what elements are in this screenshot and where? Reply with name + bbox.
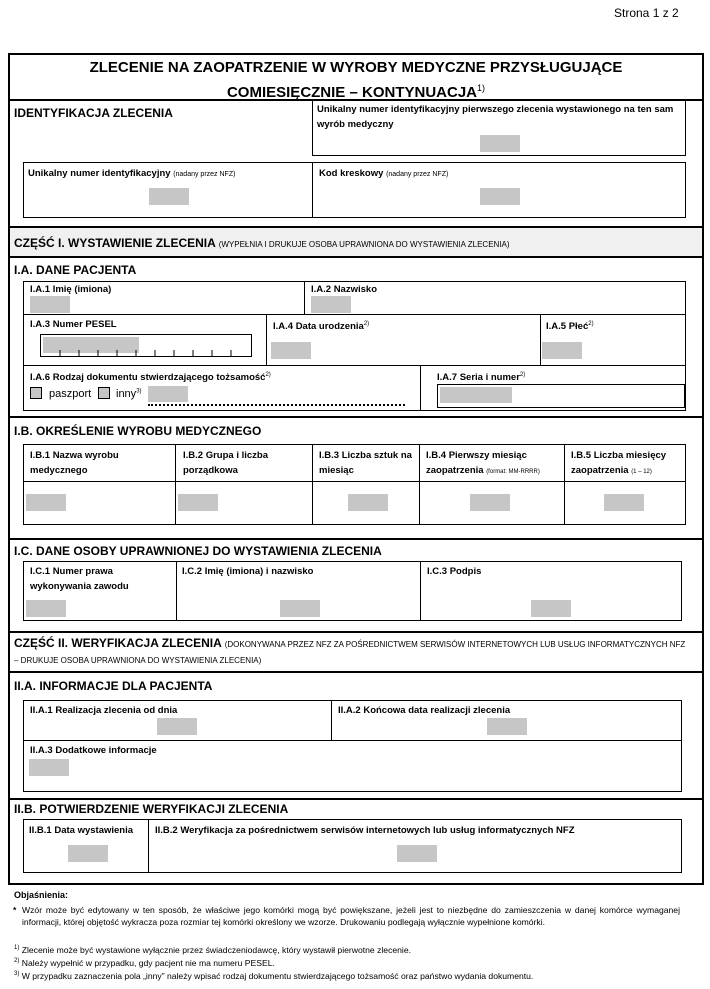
doc-number-cell: I.A.7 Seria i numer$^{2)}$ <box>420 365 686 411</box>
issuer-signature-value[interactable] <box>531 600 571 617</box>
device-first-month-value[interactable] <box>470 494 510 511</box>
other-doc-dotted-line <box>148 404 405 406</box>
first-name-cell <box>23 281 305 315</box>
extra-info-value[interactable] <box>29 759 69 776</box>
issue-date-value[interactable] <box>68 845 108 862</box>
issuer-license-value[interactable] <box>26 600 66 617</box>
note-2: $^{2)}$ Należy wypełnić w przypadku, gdy pacjent nie ma numeru PESEL. <box>14 957 275 968</box>
doc-type-label: I.A.6 Rodzaj dokumentu stwierdzającego tożsamość <box>30 372 266 384</box>
device-group-value[interactable] <box>178 494 218 511</box>
divider <box>8 256 704 258</box>
first-order-cell <box>312 100 686 156</box>
part2-heading: CZĘŚĆ II. WERYFIKACJA ZLECENIA (DOKONYWANA PRZEZ NFZ ZA POŚREDNICTWEM SERWISÓW INTERNETOWYCH LUB USŁUG INFORMATYCZNYCH NFZ <box>14 636 686 650</box>
pesel-label: I.A.3 Numer PESEL <box>30 319 117 330</box>
part2-note-line2: – DRUKUJE OSOBA UPRAWNIONA DO WYSTAWIENIA ZLECENIA) <box>14 656 262 665</box>
issue-date-label: II.B.1 Data wystawienia <box>29 825 134 836</box>
barcode-value[interactable] <box>480 188 520 205</box>
unique-id-note: (nadany przez NFZ) <box>173 171 236 178</box>
divider <box>8 798 704 800</box>
other-doc-checkbox[interactable] <box>98 387 110 399</box>
device-first-month-label: I.B.4 Pierwszy miesiąc zaopatrzenia <box>426 450 527 476</box>
page-number: Strona 1 z 2 <box>614 6 679 20</box>
first-order-label: Unikalny numer identyfikacyjny pierwszego zlecenia wystawionego na ten sam wyrób medyczny <box>317 104 674 130</box>
unique-id-value[interactable] <box>149 188 189 205</box>
divider <box>8 631 704 633</box>
first-name-value[interactable] <box>30 296 70 313</box>
first-name-label: I.A.1 Imię (imiona) <box>30 284 112 295</box>
other-doc-value[interactable] <box>148 386 188 402</box>
verified-label: II.B.2 Weryfikacja za pośrednictwem serwisów internetowych lub usług informatycznych NFZ <box>155 825 575 836</box>
start-date-value[interactable] <box>157 718 197 735</box>
doc-number-input[interactable] <box>437 384 685 408</box>
issuer-name-label: I.C.2 Imię (imiona) i nazwisko <box>182 566 314 577</box>
end-date-value[interactable] <box>487 718 527 735</box>
title-footnote: 1) <box>477 83 486 93</box>
pesel-cell <box>23 314 267 366</box>
doc-number-label: I.A.7 Seria i numer <box>437 372 520 384</box>
issuer-license-label: I.C.1 Numer prawa wykonywania zawodu <box>30 566 129 592</box>
birth-date-label: I.A.4 Data urodzenia <box>273 321 364 333</box>
issuer-heading: I.C. DANE OSOBY UPRAWNIONEJ DO WYSTAWIENIA ZLECENIA <box>14 544 382 558</box>
part1-note: (WYPEŁNIA I DRUKUJE OSOBA UPRAWNIONA DO WYSTAWIENIA ZLECENIA) <box>218 240 510 249</box>
verified-value[interactable] <box>397 845 437 862</box>
part2-note-line1: (DOKONYWANA PRZEZ NFZ ZA POŚREDNICTWEM SERWISÓW INTERNETOWYCH LUB USŁUG INFORMATYCZNYCH NFZ <box>224 640 686 649</box>
issuer-name-value[interactable] <box>280 600 320 617</box>
note-1: $^{1)}$ Zlecenie może być wystawione wyłącznie przez świadczeniodawcę, który wystawił pierwotne zlecenie. <box>14 944 412 955</box>
end-date-label: II.A.2 Końcowa data realizacji zlecenia <box>338 705 511 716</box>
form-title-line2: COMIESIĘCZNIE – KONTYNUACJA <box>226 84 477 101</box>
last-name-value[interactable] <box>311 296 351 313</box>
doc-type-cell: I.A.6 Rodzaj dokumentu stwierdzającego tożsamość$^{2)}$ paszport inny$^{3)}$ <box>23 365 421 411</box>
barcode-cell <box>312 162 686 218</box>
form-title <box>10 57 702 103</box>
birth-date-cell: I.A.4 Data urodzenia$^{2)}$ <box>266 314 541 366</box>
device-group-label: I.B.2 Grupa i liczba porządkowa <box>183 450 268 476</box>
passport-label: paszport <box>49 388 92 400</box>
device-months-value[interactable] <box>604 494 644 511</box>
patient-heading: I.A. DANE PACJENTA <box>14 263 137 277</box>
pesel-digit-ticks <box>41 335 251 356</box>
device-name-label: I.B.1 Nazwa wyrobu medycznego <box>30 450 119 476</box>
issuer-signature-label: I.C.3 Podpis <box>427 566 482 577</box>
last-name-label: I.A.2 Nazwisko <box>311 284 377 295</box>
start-date-label: II.A.1 Realizacja zlecenia od dnia <box>30 705 178 716</box>
form-title-line1: ZLECENIE NA ZAOPATRZENIE W WYROBY MEDYCZNE PRZYSŁUGUJĄCE <box>89 59 623 76</box>
extra-info-label: II.A.3 Dodatkowe informacje <box>30 745 157 756</box>
last-name-cell <box>304 281 686 315</box>
divider <box>8 416 704 418</box>
pesel-input[interactable] <box>40 334 252 357</box>
note-star-mark: * <box>13 905 17 915</box>
sex-label: I.A.5 Płeć <box>546 321 589 333</box>
passport-checkbox[interactable] <box>30 387 42 399</box>
sex-value[interactable] <box>542 342 582 359</box>
sex-cell: I.A.5 Płeć$^{2)}$ <box>540 314 686 366</box>
device-heading: I.B. OKREŚLENIE WYROBU MEDYCZNEGO <box>14 424 262 438</box>
barcode-label: Kod kreskowy <box>319 168 384 179</box>
note-star: Wzór może być edytowany w ten sposób, że właściwe jego komórki mogą być powiększane, jeżeli jest to niezbędne do zamieszczenia w danej komórce wymaganej informacji, której objętość wykracza poza rozmiar tej komórki określony we wzorze. Drukowaniu podlegają wyłącznie wypełnione komórki. <box>22 905 680 927</box>
divider <box>8 538 704 540</box>
unique-id-label: Unikalny numer identyfikacyjny <box>28 168 171 179</box>
device-months-label: I.B.5 Liczba miesięcy zaopatrzenia <box>571 450 667 476</box>
other-doc-label: inny <box>116 388 137 400</box>
first-order-value[interactable] <box>480 135 520 152</box>
device-qty-label: I.B.3 Liczba sztuk na miesiąc <box>319 450 412 476</box>
divider <box>8 671 704 673</box>
unique-id-cell <box>23 162 313 218</box>
barcode-note: (nadany przez NFZ) <box>386 171 449 178</box>
device-qty-value[interactable] <box>348 494 388 511</box>
notes-heading: Objaśnienia: <box>14 890 69 900</box>
verification-heading: II.B. POTWIERDZENIE WERYFIKACJI ZLECENIA <box>14 802 289 816</box>
patient-info-heading: II.A. INFORMACJE DLA PACJENTA <box>14 679 213 693</box>
identification-heading: IDENTYFIKACJA ZLECENIA <box>14 106 173 120</box>
birth-date-value[interactable] <box>271 342 311 359</box>
note-3: $^{3)}$ W przypadku zaznaczenia pola „inny” należy wpisać rodzaj dokumentu stwierdzającego tożsamość oraz państwo wydania dokumentu. <box>14 970 534 981</box>
part1-heading: CZĘŚĆ I. WYSTAWIENIE ZLECENIA (WYPEŁNIA I DRUKUJE OSOBA UPRAWNIONA DO WYSTAWIENIA ZLECENIA) <box>14 236 510 250</box>
device-name-value[interactable] <box>26 494 66 511</box>
